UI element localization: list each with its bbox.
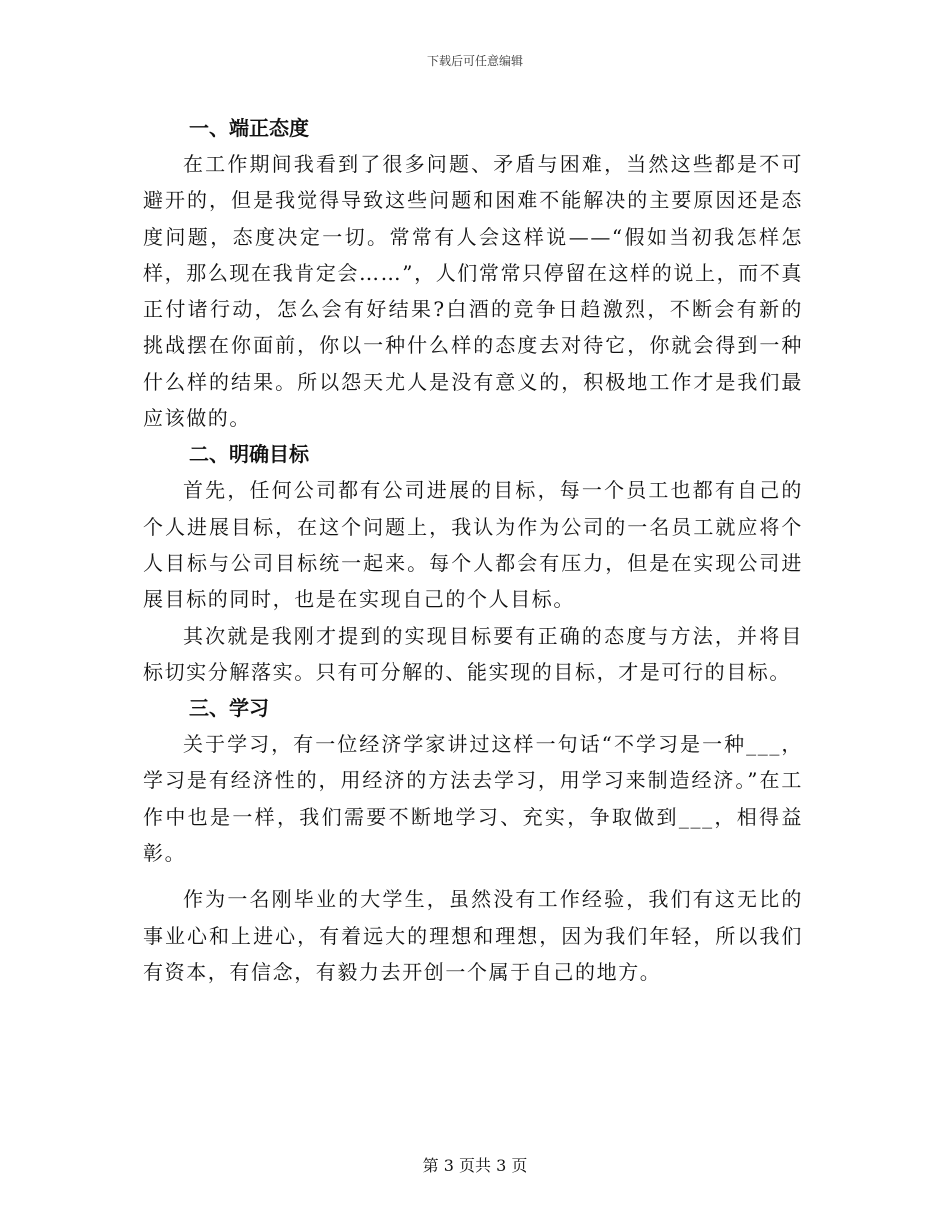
paragraph: 其次就是我刚才提到的实现目标要有正确的态度与方法，并将目标切实分解落实。只有可分解的、能实现的目标，才是可行的目标。 [143,623,803,684]
paragraph: 在工作期间我看到了很多问题、矛盾与困难，当然这些都是不可避开的，但是我觉得导致这些问题和困难不能解决的主要原因还是态度问题，态度决定一切。常常有人会这样说——“假如当初我怎样怎样，那么现在我肯定会……”，人们常常只停留在这样的说上，而不真正付诸行动，怎么会有好结果?白酒的竞争日趋激烈，不断会有新的挑战摆在你面前，你以一种什么样的态度去对待它，你就会得到一种什么样的结果。所以怨天尤人是没有意义的，积极地工作才是我们最应该做的。 [143,152,803,431]
document-body [143,110,803,990]
section-heading: 一、端正态度 [189,116,309,140]
section-attitude [143,110,803,436]
section-goals [143,436,803,690]
section-heading: 三、学习 [189,696,269,721]
section-learning [143,690,803,990]
page-header: 下载后可任意编辑 [426,54,523,68]
paragraph: 关于学习，有一位经济学家讲过这样一句话“不学习是一种___，学习是有经济性的，用经济的方法去学习，用学习来制造经济。”在工作中也是一样，我们需要不断地学习、充实，争取做到___，相得益彰。 [143,732,803,866]
section-heading: 二、明确目标 [189,442,309,467]
paragraph: 作为一名刚毕业的大学生，虽然没有工作经验，我们有这无比的事业心和上进心，有着远大的理想和理想，因为我们年轻，所以我们有资本，有信念，有毅力去开创一个属于自己的地方。 [143,887,803,984]
paragraph: 首先，任何公司都有公司进展的目标，每一个员工也都有自己的个人进展目标，在这个问题上，我认为作为公司的一名员工就应将个人目标与公司目标统一起来。每个人都会有压力，但是在实现公司进展目标的同时，也是在实现自己的个人目标。 [143,478,803,612]
page-number: 第 3 页共 3 页 [422,1156,528,1175]
